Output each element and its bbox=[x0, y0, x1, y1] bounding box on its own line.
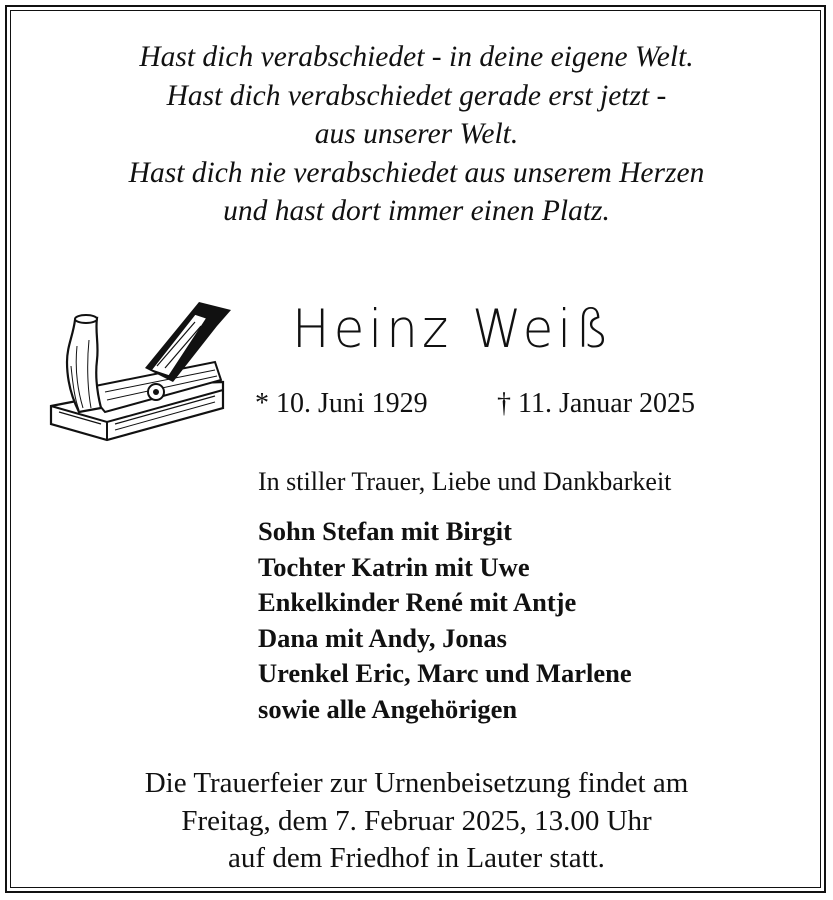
birth-date: * 10. Juni 1929 bbox=[255, 388, 428, 419]
mourner-line: Sohn Stefan mit Birgit bbox=[258, 516, 512, 546]
mourner-line: Dana mit Andy, Jonas bbox=[258, 622, 507, 653]
deceased-name: Heinz Weiß bbox=[292, 298, 614, 360]
mourner-line: Urenkel Eric, Marc und Marlene bbox=[258, 658, 632, 688]
death-date: † 11. Januar 2025 bbox=[497, 388, 696, 419]
mourner-line: Tochter Katrin mit Uwe bbox=[258, 551, 530, 582]
poem-line: Hast dich verabschiedet gerade erst jetzt - bbox=[166, 79, 667, 112]
wood-plane-icon bbox=[45, 296, 235, 448]
service-info bbox=[0, 765, 833, 878]
mourner-line: Enkelkinder René mit Antje bbox=[258, 587, 577, 617]
poem-line: Hast dich nie verabschiedet aus unserem Herzen bbox=[128, 156, 705, 189]
service-line: auf dem Friedhof in Lauter statt. bbox=[228, 842, 605, 874]
mourning-intro: In stiller Trauer, Liebe und Dankbarkeit bbox=[258, 467, 672, 496]
poem-line: und hast dort immer einen Platz. bbox=[223, 195, 610, 227]
service-line: Die Trauerfeier zur Urnenbeisetzung findet am bbox=[144, 767, 689, 799]
poem bbox=[0, 38, 833, 231]
mourners-list bbox=[258, 514, 632, 727]
service-line: Freitag, dem 7. Februar 2025, 13.00 Uhr bbox=[181, 804, 652, 837]
poem-line: Hast dich verabschiedet - in deine eigene Welt. bbox=[139, 41, 694, 73]
poem-line: aus unserer Welt. bbox=[314, 118, 519, 150]
mourner-line: sowie alle Angehörigen bbox=[258, 693, 518, 724]
